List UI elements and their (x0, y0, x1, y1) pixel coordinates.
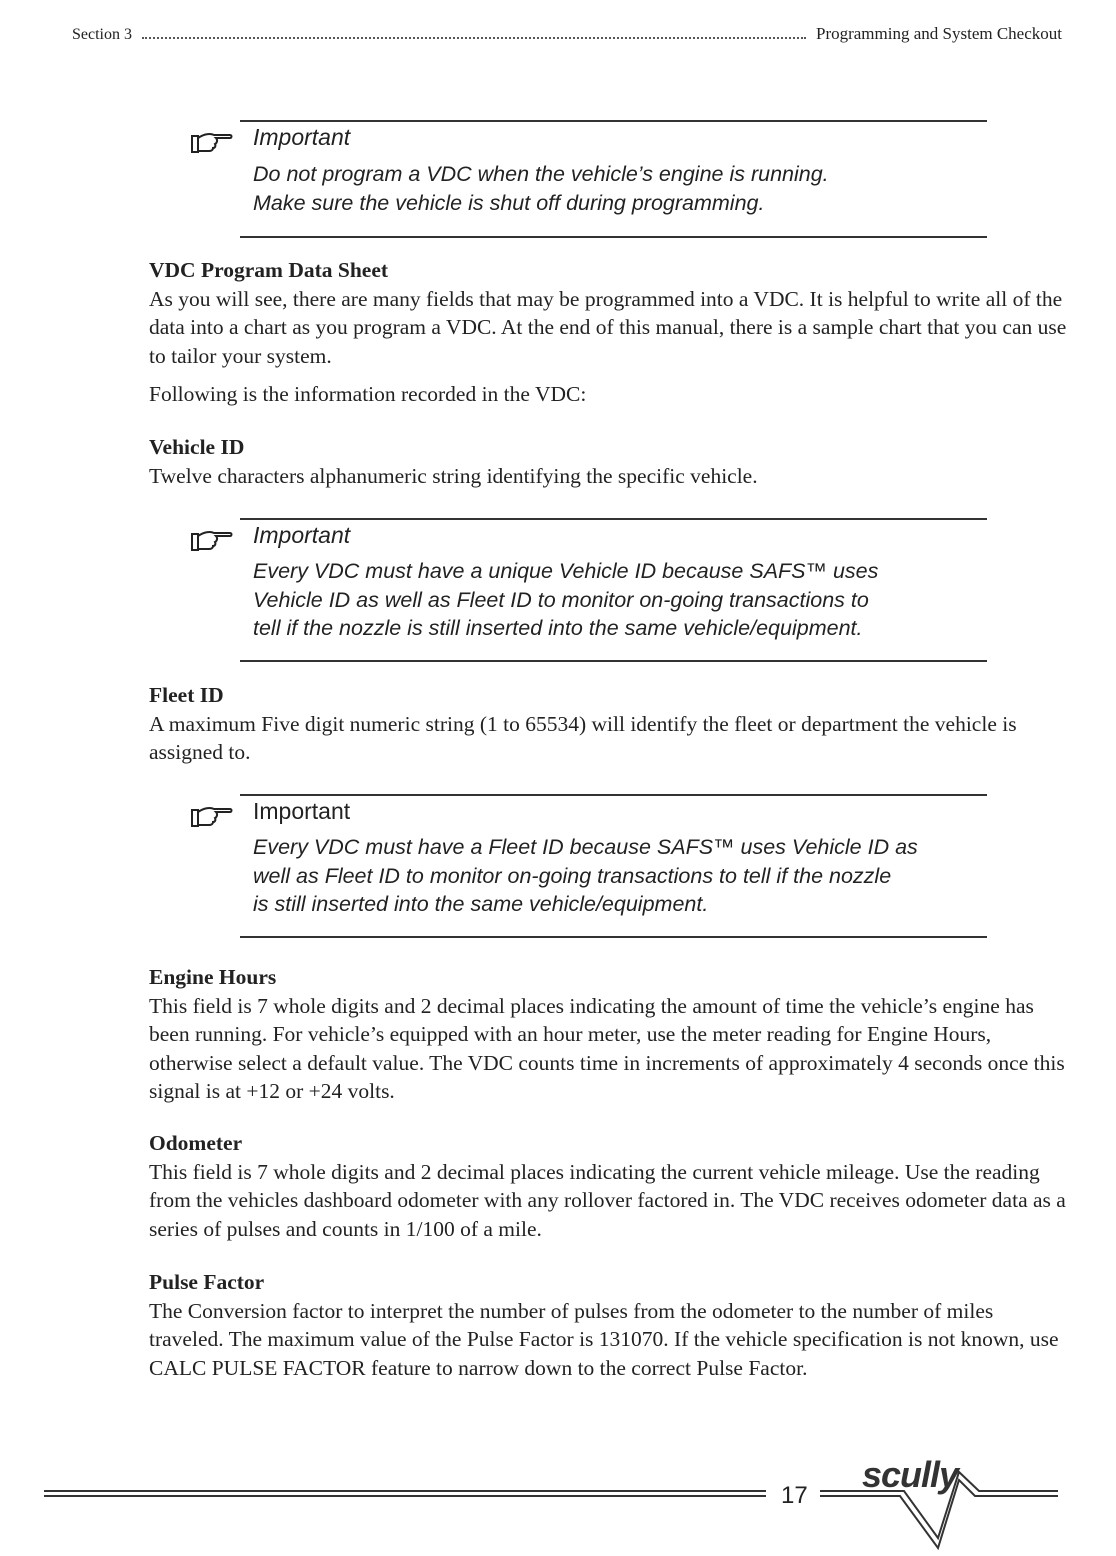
header-title: Programming and System Checkout (815, 24, 1062, 43)
pointing-hand-icon (190, 528, 234, 554)
note-body: Every VDC must have a Fleet ID because SAFS™ uses Vehicle ID as well as Fleet ID to monitor on-going transactions to tell if the nozzle is still inserted into the same vehicle/equipment. (253, 835, 918, 916)
divider (240, 236, 987, 238)
section-heading: VDC Program Data Sheet (149, 258, 389, 282)
section-fleet-id (149, 681, 1069, 767)
section-pulse-factor (149, 1268, 1069, 1382)
note-title: Important (253, 124, 351, 150)
divider (240, 936, 987, 938)
section-heading: Engine Hours (149, 965, 277, 989)
section-vehicle-id (149, 433, 1069, 490)
section-body: Twelve characters alphanumeric string identifying the specific vehicle. (149, 463, 758, 488)
section-odometer (149, 1129, 1069, 1243)
note-title: Important (253, 522, 351, 548)
note-body: Every VDC must have a unique Vehicle ID because SAFS™ uses Vehicle ID as well as Fleet ID to monitor on-going transactions to tell if the nozzle is still inserted into the same vehicle/equipment. (253, 559, 879, 640)
section-body: This field is 7 whole digits and 2 decimal places indicating the current vehicle mileage. Use the reading from the vehicles dashboard odometer with any rollover factored in. The VDC receives odometer data as a series of pulses and counts in 1/100 of a mile. (149, 1159, 1066, 1241)
scully-logo: scully (862, 1454, 959, 1495)
important-note-3 (240, 794, 987, 938)
section-body: This field is 7 whole digits and 2 decimal places indicating the amount of time the vehicle’s engine has been running. For vehicle’s equipped with an hour meter, use the meter reading for Engine Hours, otherwise select a default value. The VDC counts time in increments of approximately 4 seconds once this signal is at +12 or +24 volts. (149, 993, 1065, 1103)
important-note-1 (240, 120, 987, 238)
section-heading: Odometer (149, 1131, 243, 1155)
header-leader-dots (142, 37, 806, 39)
note-title: Important (253, 798, 351, 824)
section-body: As you will see, there are many fields that may be programmed into a VDC. It is helpful to write all of the data into a chart as you program a VDC. At the end of this manual, there is a sample chart that you can use to tailor your system. (149, 286, 1067, 368)
section-heading: Vehicle ID (149, 435, 245, 459)
header-section: Section 3 (72, 26, 132, 43)
page-number: 17 (781, 1482, 808, 1509)
section-heading: Fleet ID (149, 683, 224, 707)
pointing-hand-icon (190, 130, 234, 156)
section-body: A maximum Five digit numeric string (1 to 65534) will identify the fleet or department the vehicle is assigned to. (149, 711, 1017, 764)
section-engine-hours (149, 963, 1069, 1106)
section-body: Following is the information recorded in the VDC: (149, 382, 587, 406)
page-footer (44, 1454, 1060, 1550)
section-body: The Conversion factor to interpret the number of pulses from the odometer to the number of miles traveled. The maximum value of the Pulse Factor is 131070. If the vehicle specification is not known, use CALC PULSE FACTOR feature to narrow down to the correct Pulse Factor. (149, 1298, 1059, 1380)
divider (240, 660, 987, 662)
important-note-2 (240, 518, 987, 662)
note-body: Do not program a VDC when the vehicle’s engine is running. Make sure the vehicle is shut off during programming. (253, 162, 829, 215)
section-heading: Pulse Factor (149, 1270, 265, 1294)
page-header (72, 20, 1062, 44)
section-data-sheet (149, 256, 1069, 409)
pointing-hand-icon (190, 804, 234, 830)
